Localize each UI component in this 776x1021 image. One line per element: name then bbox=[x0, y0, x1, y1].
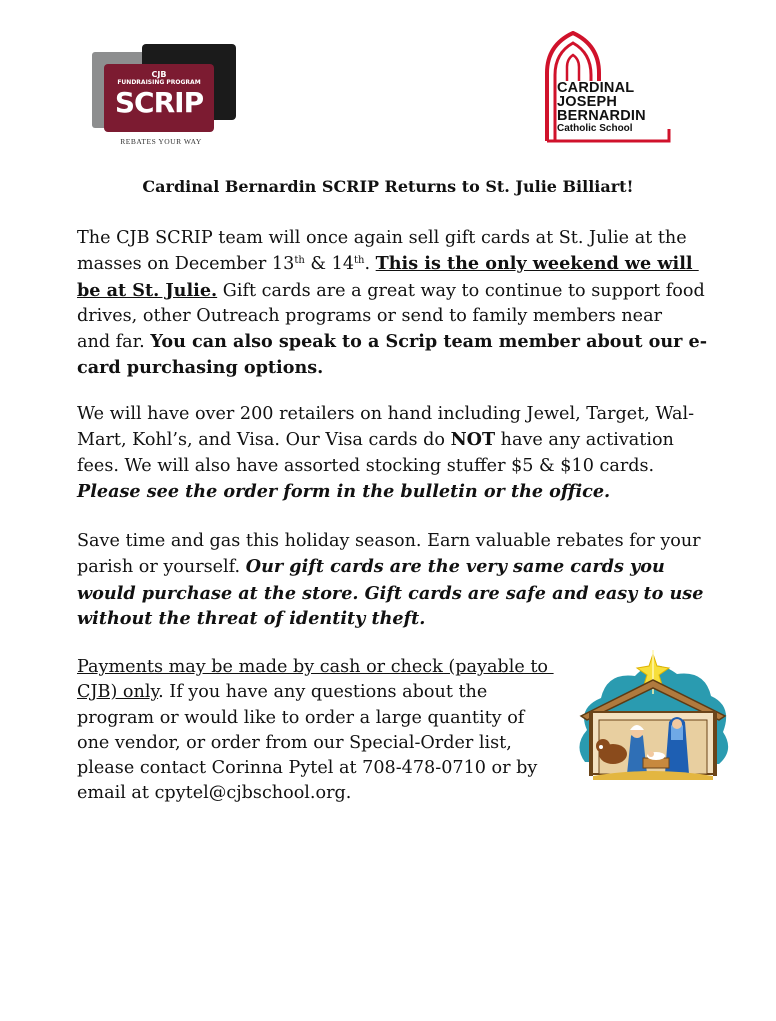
text-line: We will have over 200 retailers on hand including Jewel, Target, Wal- bbox=[77, 404, 695, 424]
emphasis-ecard: You can also speak to a Scrip team member about our e- bbox=[150, 331, 708, 353]
paragraph-announcement bbox=[77, 226, 707, 381]
ordinal-suffix: th bbox=[294, 255, 305, 267]
text-span: have any activation bbox=[495, 430, 674, 451]
paragraph-benefits bbox=[77, 529, 703, 631]
text-line: program or would like to order a large quantity of bbox=[77, 707, 525, 728]
text-line bbox=[77, 251, 707, 277]
text-line: Payments may be made by cash or check (payable to bbox=[77, 657, 554, 677]
text-span: and far. bbox=[77, 332, 151, 353]
ordinal-suffix: th bbox=[354, 255, 365, 267]
cjb-line-catholic-school: Catholic School bbox=[557, 123, 633, 134]
paragraph-payments-contact bbox=[77, 655, 554, 807]
text-line: without the threat of identity theft. bbox=[77, 607, 426, 629]
text-line: email at cpytel@cjbschool.org. bbox=[77, 783, 352, 804]
logo-tagline: REBATES YOUR WAY bbox=[120, 137, 202, 146]
text-span: & 14 bbox=[304, 254, 355, 275]
text-span: masses on December 13 bbox=[77, 254, 295, 275]
text-line bbox=[77, 329, 707, 355]
emphasis-not: NOT bbox=[450, 429, 496, 451]
text-span: . If you have any questions about the bbox=[158, 682, 488, 703]
text-line: The CJB SCRIP team will once again sell gift cards at St. Julie at the bbox=[77, 228, 687, 248]
logo-scrip-word: SCRIP bbox=[114, 86, 204, 119]
text-line bbox=[77, 680, 554, 705]
logo-scrip-card bbox=[104, 64, 214, 132]
emphasis-cjb-only: CJB) only bbox=[77, 682, 159, 703]
text-line: card purchasing options. bbox=[77, 357, 324, 379]
text-line: drives, other Outreach programs or send to family members near bbox=[77, 305, 662, 326]
emphasis-only-weekend: This is the only weekend we will bbox=[375, 253, 699, 275]
text-line bbox=[77, 278, 707, 304]
cjb-line-joseph: JOSEPH bbox=[557, 94, 618, 110]
emphasis-st-julie: be at St. Julie. bbox=[77, 279, 218, 301]
text-line bbox=[77, 427, 694, 453]
paragraph-retailers bbox=[77, 402, 694, 504]
scrip-logo bbox=[92, 40, 238, 150]
nativity-illustration bbox=[573, 650, 733, 785]
cjb-line-cardinal: CARDINAL bbox=[557, 80, 635, 96]
text-line: fees. We will also have assorted stocking stuffer $5 & $10 cards. bbox=[77, 455, 655, 476]
text-line: Please see the order form in the bulletin or the office. bbox=[77, 480, 611, 502]
emphasis-same-cards: Our gift cards are the very same cards you bbox=[245, 556, 665, 578]
text-line bbox=[77, 554, 703, 580]
cjb-school-logo bbox=[541, 31, 671, 143]
text-line: one vendor, or order from our Special-Order list, bbox=[77, 732, 512, 753]
cjb-line-bernardin: BERNARDIN bbox=[557, 108, 646, 124]
cjb-logo-text bbox=[557, 81, 646, 135]
document-title: Cardinal Bernardin SCRIP Returns to St. Julie Billiart! bbox=[142, 177, 634, 196]
text-span: Mart, Kohl’s, and Visa. Our Visa cards do bbox=[77, 430, 451, 451]
text-line: please contact Corinna Pytel at 708-478-0710 or by bbox=[77, 758, 538, 779]
text-span: parish or yourself. bbox=[77, 557, 246, 578]
nativity-scene-icon bbox=[573, 650, 733, 785]
logo-fundraising-text: FUNDRAISING PROGRAM bbox=[117, 79, 201, 86]
text-line: Save time and gas this holiday season. Earn valuable rebates for your bbox=[77, 531, 701, 551]
text-span: . bbox=[364, 254, 376, 275]
logo-cjb-text: CJB bbox=[151, 70, 167, 79]
text-line: would purchase at the store. Gift cards are safe and easy to use bbox=[77, 582, 704, 604]
text-span: Gift cards are a great way to continue to support food bbox=[217, 280, 705, 301]
